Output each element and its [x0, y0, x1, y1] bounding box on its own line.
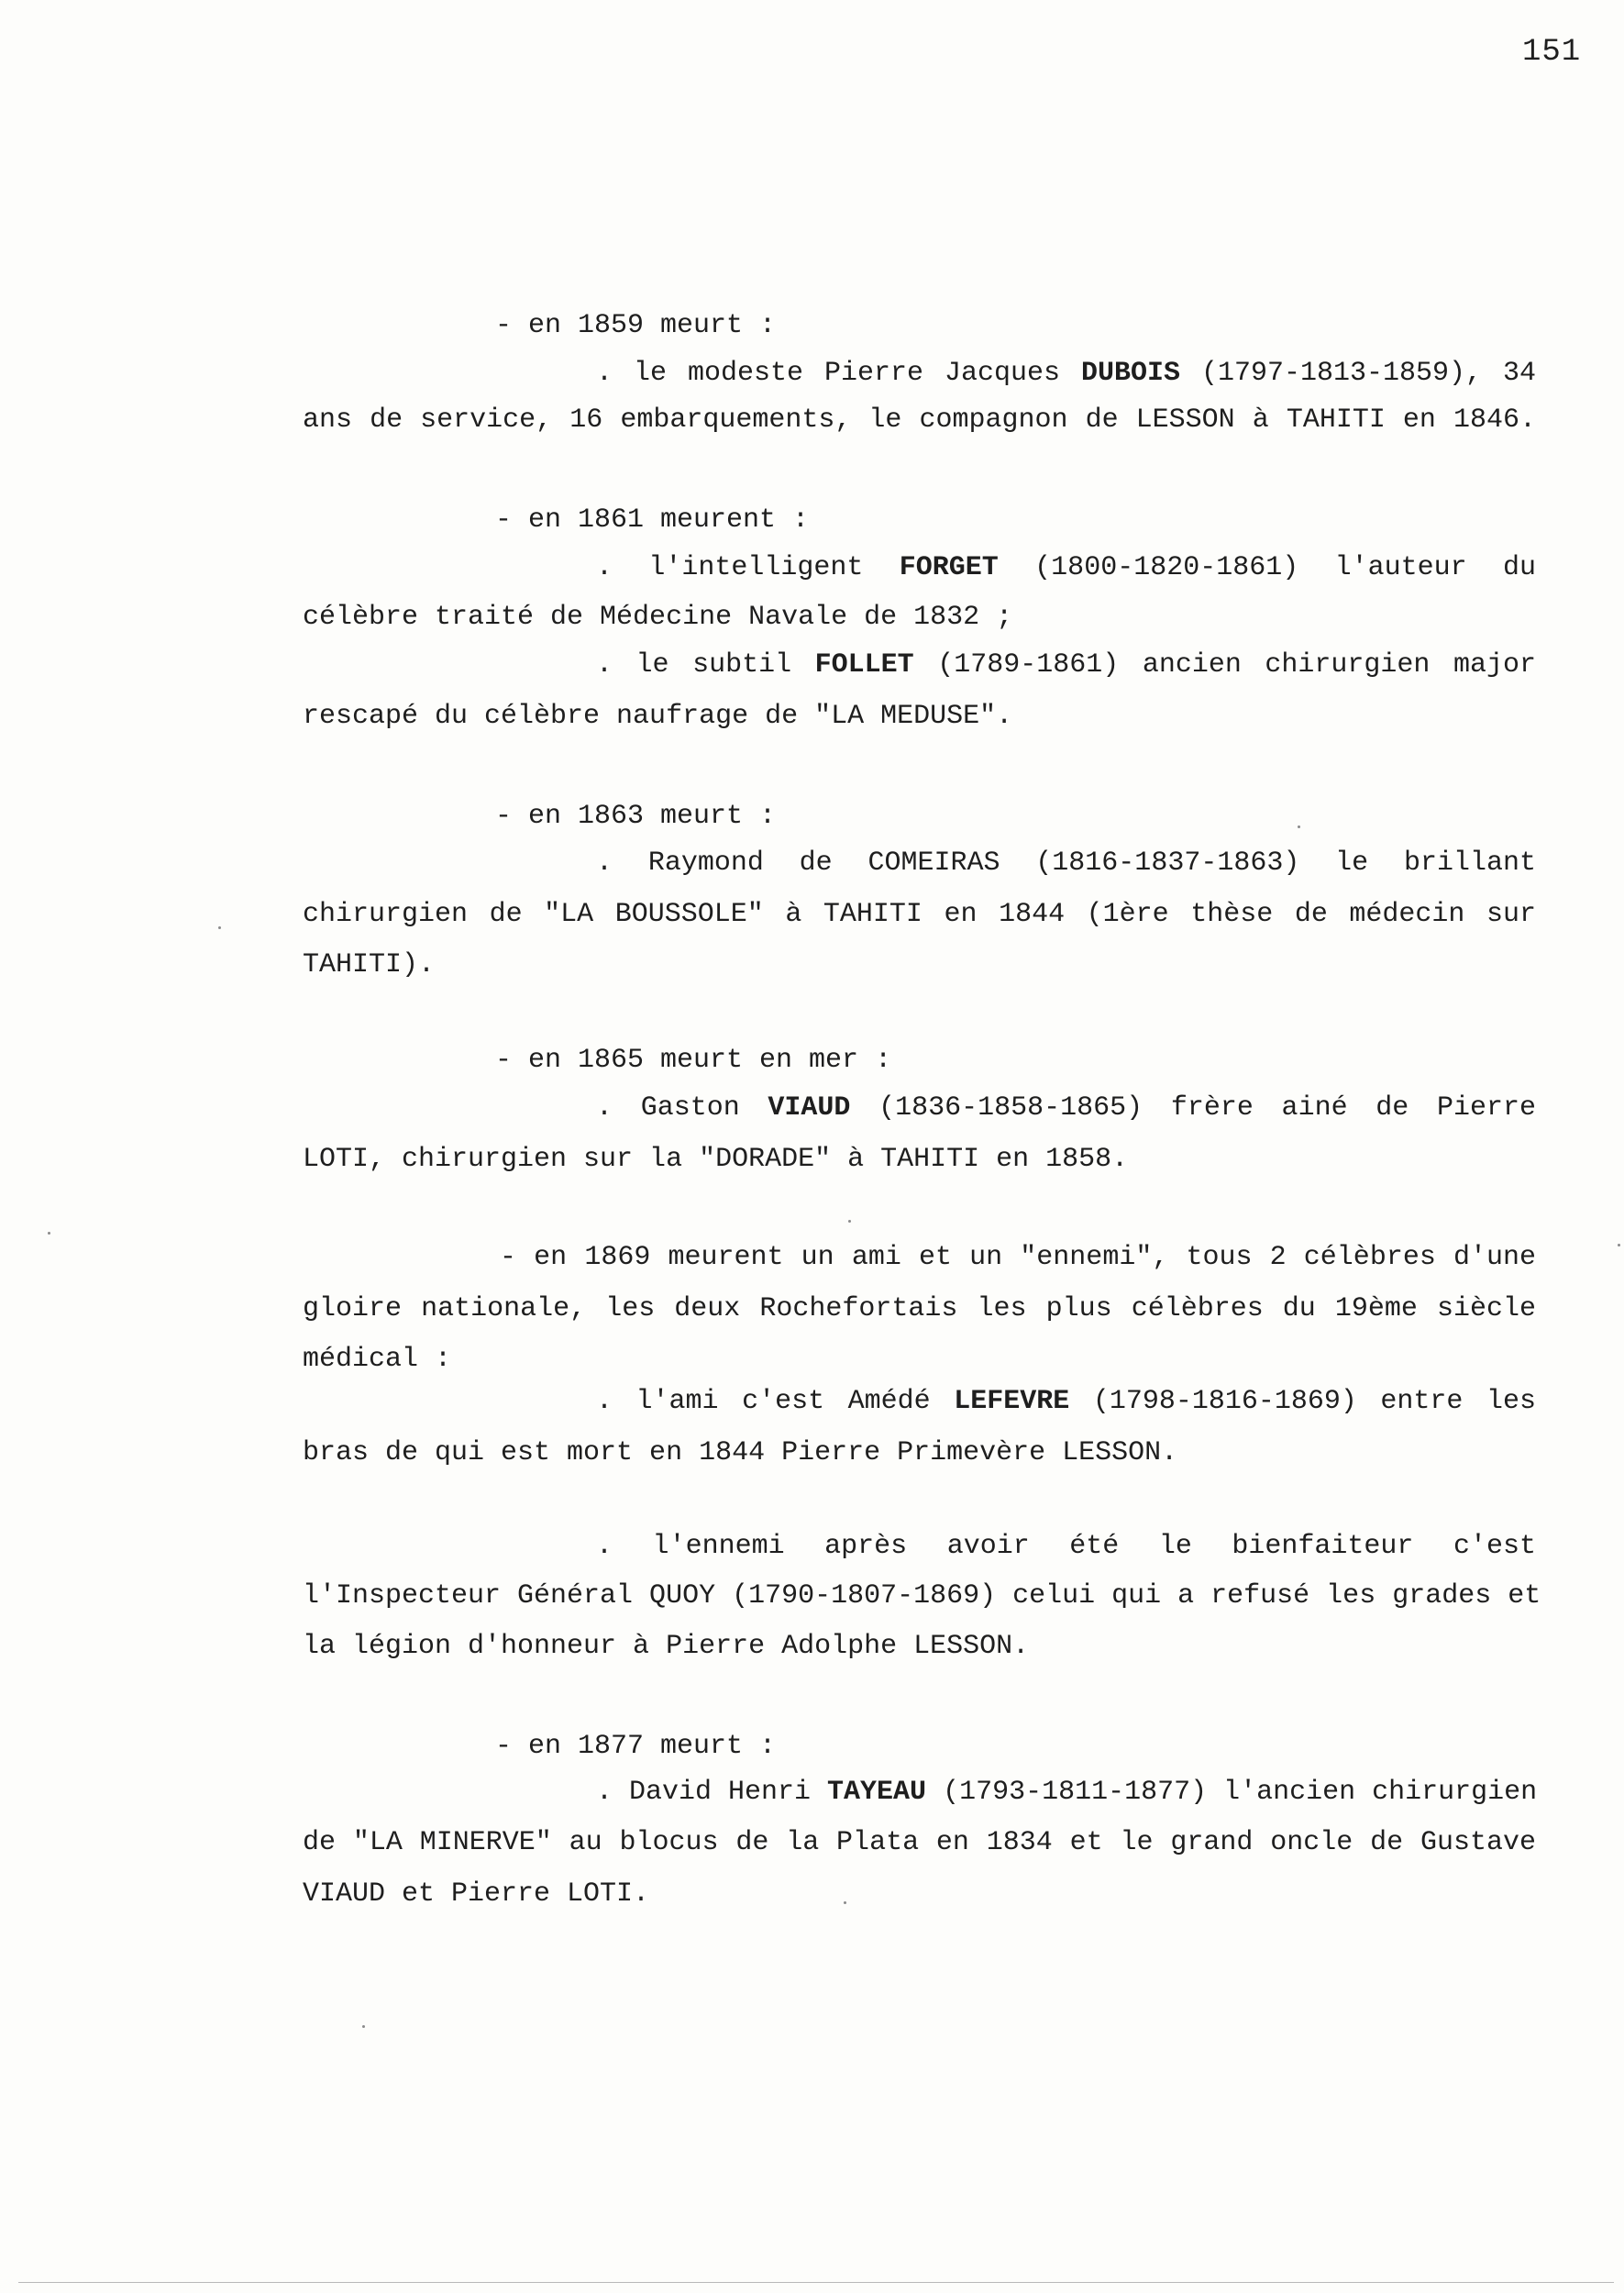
entry-1865-text-pre: . Gaston	[596, 1092, 768, 1124]
person-name-tayeau: TAYEAU	[827, 1777, 927, 1808]
entry-heading-1863: - en 1863 meurt :	[495, 801, 777, 832]
entry-1869-line-1: - en 1869 meurent un ami et un "ennemi", tous 2 célèbres d'une	[500, 1242, 1536, 1273]
entry-1863-line-3: TAHITI).	[303, 949, 436, 980]
entry-1865-text-post: (1836-1858-1865) frère ainé de Pierre	[850, 1092, 1536, 1124]
entry-heading-1877: - en 1877 meurt :	[495, 1731, 777, 1762]
entry-heading-1865: - en 1865 meurt en mer :	[495, 1045, 892, 1076]
entry-1861-line-1	[596, 548, 1536, 588]
scan-speck	[848, 1220, 851, 1223]
entry-1869-line-8: la légion d'honneur à Pierre Adolphe LESSON.	[303, 1631, 1030, 1662]
scan-speck	[844, 1901, 846, 1904]
entry-1861-text-pre: . l'intelligent	[596, 552, 900, 583]
entry-heading-1859: - en 1859 meurt :	[495, 310, 777, 341]
entry-1859-line-1	[596, 353, 1536, 393]
entry-1869-text-pre: . l'ami c'est Amédé	[596, 1386, 955, 1417]
entry-1863-line-1: . Raymond de COMEIRAS (1816-1837-1863) le brillant	[596, 847, 1536, 879]
scan-speck	[218, 926, 221, 929]
entry-heading-1861: - en 1861 meurent :	[495, 504, 810, 536]
person-name-viaud: VIAUD	[768, 1092, 851, 1124]
entry-1869-line-4	[596, 1381, 1536, 1422]
entry-1877-line-1	[596, 1772, 1536, 1812]
entry-1877-text-pre: . David Henri	[596, 1777, 828, 1808]
entry-1869-line-2: gloire nationale, les deux Rochefortais les plus célèbres du 19ème siècle	[303, 1293, 1536, 1324]
entry-1869-line-7: l'Inspecteur Général QUOY (1790-1807-1869) celui qui a refusé les grades et	[303, 1580, 1541, 1612]
entry-1861-text-post: (1800-1820-1861) l'auteur du	[998, 552, 1536, 583]
entry-1861-text-pre-2: . le subtil	[596, 649, 815, 681]
scan-speck	[48, 1232, 50, 1235]
entry-1869-text-post: (1798-1816-1869) entre les	[1069, 1386, 1536, 1417]
entry-1877-text-post: (1793-1811-1877) l'ancien chirurgien	[926, 1777, 1538, 1808]
entry-1859-text-post: (1797-1813-1859), 34	[1179, 358, 1536, 389]
bottom-rule	[18, 2282, 1614, 2283]
person-name-forget: FORGET	[899, 552, 999, 583]
entry-1869-line-5: bras de qui est mort en 1844 Pierre Primevère LESSON.	[303, 1437, 1178, 1468]
entry-1865-line-1	[596, 1088, 1536, 1128]
scan-speck	[1618, 1244, 1620, 1246]
entry-1861-text-post-2: (1789-1861) ancien chirurgien major	[913, 649, 1536, 681]
entry-1861-line-4: rescapé du célèbre naufrage de "LA MEDUSE".	[303, 701, 1013, 732]
entry-1863-line-2: chirurgien de "LA BOUSSOLE" à TAHITI en 1844 (1ère thèse de médecin sur	[303, 899, 1536, 930]
scan-speck	[1298, 825, 1300, 828]
entry-1877-line-3: VIAUD et Pierre LOTI.	[303, 1878, 650, 1910]
entry-1865-line-2: LOTI, chirurgien sur la "DORADE" à TAHITI en 1858.	[303, 1144, 1129, 1175]
entry-1877-line-2: de "LA MINERVE" au blocus de la Plata en 1834 et le grand oncle de Gustave	[303, 1827, 1536, 1858]
scan-speck	[362, 2025, 365, 2028]
entry-1869-line-6: . l'ennemi après avoir été le bienfaiteur c'est	[596, 1531, 1536, 1562]
entry-1859-line-2: ans de service, 16 embarquements, le compagnon de LESSON à TAHITI en 1846.	[303, 404, 1536, 436]
entry-1861-line-3	[596, 645, 1536, 685]
entry-1859-text-pre: . le modeste Pierre Jacques	[596, 358, 1081, 389]
person-name-follet: FOLLET	[814, 649, 914, 681]
entry-1861-line-2: célèbre traité de Médecine Navale de 1832 ;	[303, 602, 1013, 633]
page-number: 151	[1522, 35, 1582, 70]
person-name-lefevre: LEFEVRE	[954, 1386, 1070, 1417]
person-name-dubois: DUBOIS	[1080, 358, 1180, 389]
entry-1869-line-3: médical :	[303, 1344, 452, 1375]
